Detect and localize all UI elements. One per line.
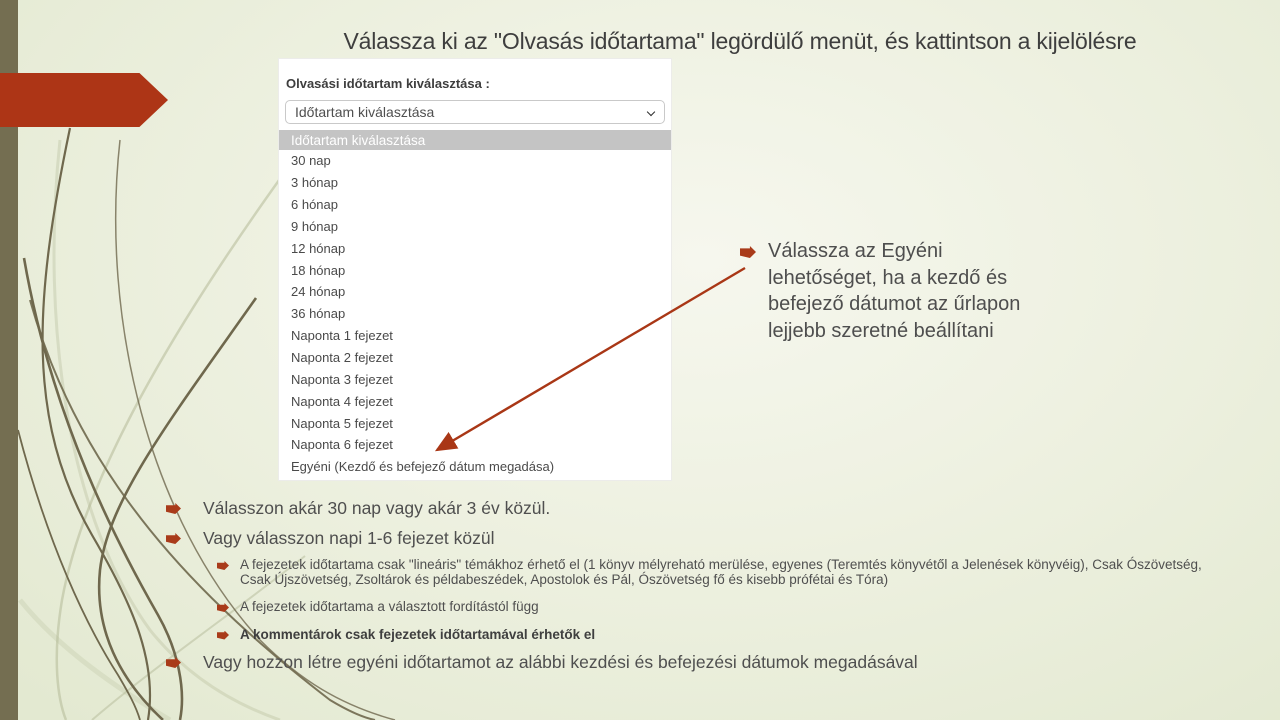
duration-option-list — [279, 150, 671, 478]
dropdown-label: Olvasási időtartam kiválasztása : — [286, 76, 490, 91]
arrow-bullet-icon — [740, 246, 756, 258]
bullet-text: A kommentárok csak fejezetek időtartamával érhetők el — [240, 626, 596, 642]
duration-option[interactable]: Egyéni (Kezdő és befejező dátum megadása) — [279, 456, 671, 478]
duration-option[interactable]: 3 hónap — [279, 172, 671, 194]
arrow-bullet-icon — [166, 503, 181, 514]
duration-option[interactable]: 18 hónap — [279, 259, 671, 281]
bullet-item — [160, 600, 1235, 615]
duration-option[interactable]: Naponta 4 fejezet — [279, 390, 671, 412]
red-arrow-banner — [0, 73, 168, 127]
arrow-bullet-icon — [217, 561, 229, 570]
chevron-down-icon — [648, 109, 655, 116]
duration-select-value: Időtartam kiválasztása — [295, 104, 435, 120]
arrow-bullet-icon — [217, 603, 229, 612]
duration-option[interactable]: Naponta 3 fejezet — [279, 368, 671, 390]
duration-option[interactable]: Naponta 5 fejezet — [279, 412, 671, 434]
duration-option[interactable]: 12 hónap — [279, 237, 671, 259]
bullet-text: Vagy hozzon létre egyéni időtartamot az alábbi kezdési és befejezési dátumok megadásával — [203, 652, 918, 672]
dropdown-screenshot-panel — [278, 58, 672, 481]
bullet-text: Válasszon akár 30 nap vagy akár 3 év közül. — [203, 498, 551, 518]
arrow-bullet-icon — [166, 657, 181, 668]
duration-option-selected[interactable]: Időtartam kiválasztása — [279, 130, 671, 150]
slide-title: Válassza ki az "Olvasás időtartama" legördülő menüt, és kattintson a kijelölésre — [343, 28, 1137, 54]
bullet-item — [160, 558, 1235, 587]
duration-option[interactable]: 6 hónap — [279, 194, 671, 216]
duration-option[interactable]: 36 hónap — [279, 303, 671, 325]
duration-option[interactable]: Naponta 2 fejezet — [279, 347, 671, 369]
note-text: Válassza az Egyéni lehetőséget, ha a kezdő és befejező dátumot az űrlapon lejjebb szeretné beállítani — [768, 240, 1021, 342]
note-block — [738, 238, 1068, 344]
duration-option[interactable]: 30 nap — [279, 150, 671, 172]
arrow-bullet-icon — [217, 631, 229, 640]
duration-option[interactable]: Naponta 6 fejezet — [279, 434, 671, 456]
bullet-text: Vagy válasszon napi 1-6 fejezet közül — [203, 528, 495, 548]
duration-option[interactable]: 24 hónap — [279, 281, 671, 303]
bullet-item — [160, 527, 1235, 549]
bullet-list — [160, 497, 1235, 681]
bullet-text: A fejezetek időtartama csak "lineáris" témákhoz érhető el (1 könyv mélyreható merülése, egyenes (Teremtés könyvétől a Jelenések könyvéig), Csak Ószövetség, Csak Újszövetség, Zsoltárok és példabeszédek, Apostolok és Pál, Ószövetség fő és kisebb prófétai és Tóra) — [240, 557, 1202, 587]
arrow-bullet-icon — [166, 533, 181, 544]
bullet-item — [160, 497, 1235, 519]
duration-option[interactable]: 9 hónap — [279, 216, 671, 238]
duration-select[interactable] — [285, 100, 665, 124]
bullet-item — [160, 628, 1235, 643]
bullet-text: A fejezetek időtartama a választott fordítástól függ — [240, 599, 539, 614]
bullet-item — [160, 651, 1235, 673]
duration-option[interactable]: Naponta 1 fejezet — [279, 325, 671, 347]
